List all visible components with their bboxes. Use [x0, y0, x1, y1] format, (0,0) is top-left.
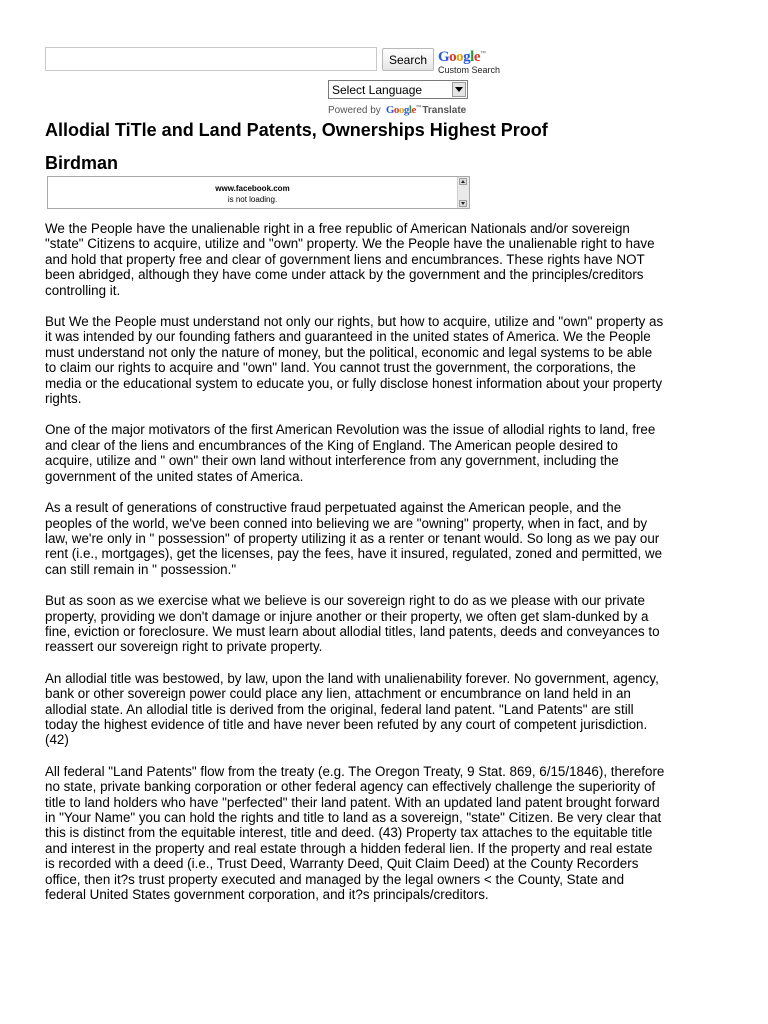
scroll-up-arrow-icon[interactable] — [459, 178, 467, 185]
article-paragraph: As a result of generations of constructive fraud perpetuated against the American people, and the peoples of the world, we've been conned into believing we are "owning" property, when in fact, and by law, we're only in " possession" of property utilizing it as a renter or tenant would. So long as we pay our rent (i.e., mortgages), get the licenses, pay the fees, have it insured, regulated, zoned and permitted, we can still remain in " possession." — [45, 500, 663, 577]
article-body — [45, 221, 665, 918]
article-paragraph: An allodial title was bestowed, by law, upon the land with unalienability forever. No government, agency, bank or other sovereign power could place any lien, attachment or encumbrance on land held in an allodial state. An allodial title is derived from the original, federal land patent. "Land Patents" are still today the highest evidence of title and have never been refuted by any court of competent jurisdiction. (42) — [45, 670, 659, 748]
language-select[interactable] — [328, 80, 468, 99]
article-paragraph: But as soon as we exercise what we believe is our sovereign right to do as we please with our private property, providing we don't damage or injure another or their property, we often get slam-dunked by a fine, eviction or foreclosure. We must learn about allodial titles, land patents, deeds and conveyances to reassert our sovereign right to private property. — [45, 593, 660, 655]
custom-search-label: Custom Search — [438, 65, 501, 75]
facebook-site-label: www.facebook.com — [215, 184, 290, 193]
translate-label: Translate — [422, 104, 467, 116]
facebook-embed-frame[interactable] — [47, 176, 470, 209]
article-paragraph: One of the major motivators of the first American Revolution was the issue of allodial rights to land, free and clear of the liens and encumbrances of the King of England. The American people desired to acquire, utilize and " own" their own land without interference from any government, including the government of the united states of America. — [45, 422, 656, 484]
article-paragraph: But We the People must understand not only our rights, but how to acquire, utilize and "own" property as it was intended by our founding fathers and guaranteed in the united states of America. We the People must understand not only the nature of money, but the political, economic and legal systems to be able to claim our rights to acquire and "own" land. You cannot trust the government, the corporations, the media or the educational system to educate you, or fully disclose honest information about your property rights. — [45, 314, 664, 407]
powered-by-label: Powered by — [328, 104, 381, 116]
article-paragraph: All federal "Land Patents" flow from the treaty (e.g. The Oregon Treaty, 9 Stat. 869, 6/15/1846), therefore no state, private banking corporation or other federal agency can effectively challenge the superiority of title to land holders who have "perfected" their land patent. With an updated land patent brought forward in "Your Name" you can hold the rights and title to land as a sovereign, "state" Citizen. Be very clear that this is distinct from the equitable interest, title and deed. (43) Property tax attaches to the equitable title and interest in the property and real estate through a hidden federal lien. If the property and real estate is recorded with a deed (i.e., Trust Deed, Warranty Deed, Quit Claim Deed) at the County Recorders office, then it?s trust property executed and managed by the legal owners < the County, State and federal United States government corporation, and it?s principals/creditors. — [45, 763, 665, 903]
search-input[interactable] — [45, 47, 377, 71]
scroll-down-arrow-icon[interactable] — [459, 200, 467, 207]
article-paragraph: We the People have the unalienable right in a free republic of American Nationals and/or sovereign "state" Citizens to acquire, utilize and "own" property. We the People have the unalienable right to have and hold that property free and clear of government liens and encumbrances. These rights have NOT been abridged, although they have come under attack by the government and the principles/creditors controlling it. — [45, 221, 655, 298]
language-select-value: Select Language — [332, 82, 423, 97]
search-button[interactable]: Search — [382, 48, 434, 71]
article-author: Birdman — [45, 153, 119, 173]
powered-by-google-translate[interactable] — [328, 104, 466, 116]
google-logo-icon: Google™ — [438, 49, 486, 65]
chevron-down-icon[interactable] — [452, 82, 466, 97]
google-translate-logo-icon: Google™ — [385, 104, 421, 116]
frame-scrollbar[interactable] — [457, 177, 469, 208]
facebook-error-message — [48, 183, 457, 205]
article-title: Allodial TiTle and Land Patents, Ownerships Highest Proof — [45, 120, 548, 140]
facebook-loading-text: is not loading. — [227, 195, 278, 204]
